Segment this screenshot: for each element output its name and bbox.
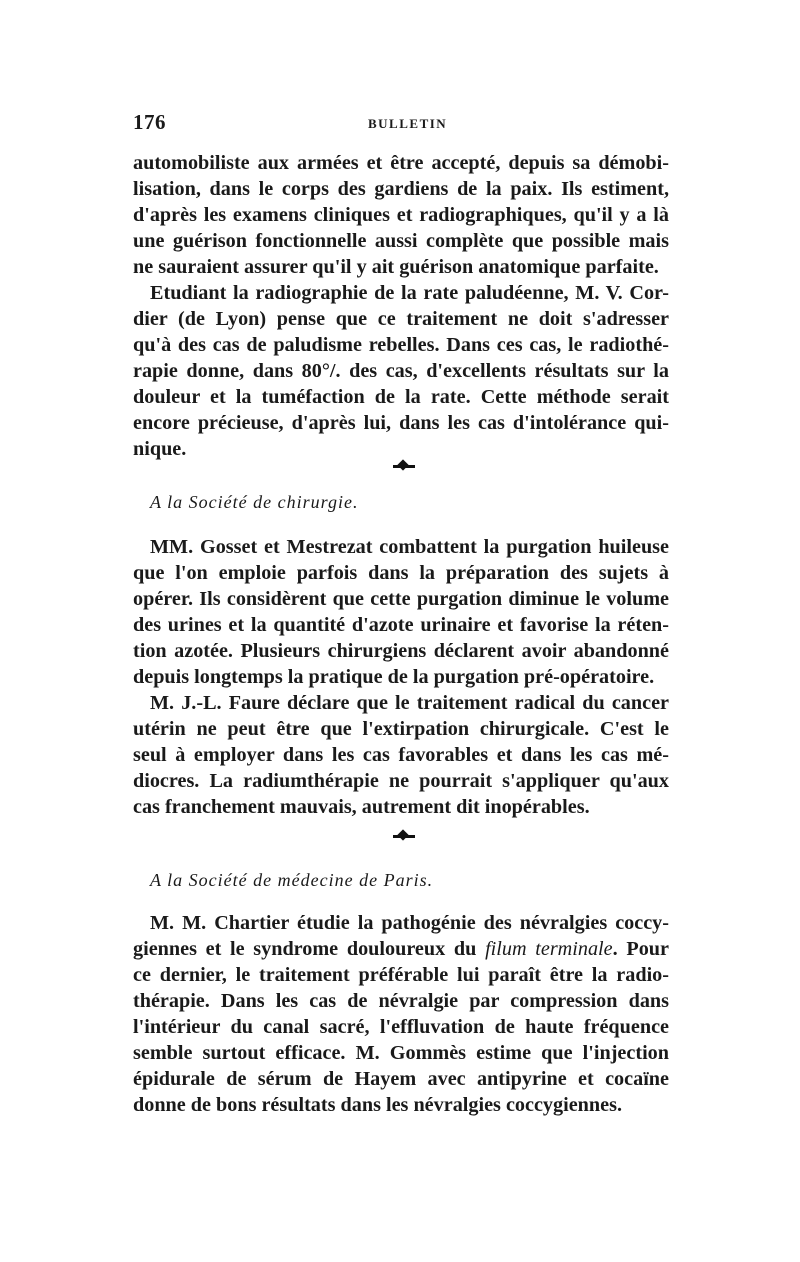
text-line: diocres. La radiumthérapie ne pourrait s'appliquer qu'aux [133, 770, 669, 792]
text-line: des urines et la quantité d'azote urinaire et favorise la réten- [133, 614, 669, 636]
journal-title: BULLETIN [368, 116, 448, 131]
section-divider-ornament [393, 828, 415, 844]
section-heading: A la Société de chirurgie. [150, 492, 359, 512]
text-line: cas franchement mauvais, autrement dit inopérables. [133, 796, 590, 818]
text-line: qu'à des cas de paludisme rebelles. Dans ces cas, le radiothé- [133, 334, 669, 356]
text-line: opérer. Ils considèrent que cette purgation diminue le volume [133, 588, 669, 610]
page-number: 176 [133, 110, 166, 134]
text-line: douleur et la tuméfaction de la rate. Cette méthode serait [133, 386, 669, 408]
text-line: rapie donne, dans 80°/. des cas, d'excellents résultats sur la [133, 360, 669, 382]
text-line: M. J.-L. Faure déclare que le traitement radical du cancer [150, 692, 669, 714]
text-line: l'intérieur du canal sacré, l'effluvation de haute fréquence [133, 1016, 669, 1038]
text-line: ne sauraient assurer qu'il y ait guérison anatomique parfaite. [133, 256, 659, 278]
text-line: d'après les examens cliniques et radiographiques, qu'il y a là [133, 204, 669, 226]
text-line: une guérison fonctionnelle aussi complète que possible mais [133, 230, 669, 252]
text-line: Etudiant la radiographie de la rate paludéenne, M. V. Cor- [150, 282, 669, 304]
text-line: giennes et le syndrome douloureux du filum terminale. Pour [133, 938, 669, 960]
text-line: donne de bons résultats dans les névralgies coccygiennes. [133, 1094, 623, 1116]
text-line: lisation, dans le corps des gardiens de la paix. Ils estiment, [133, 178, 669, 200]
section-heading: A la Société de médecine de Paris. [150, 870, 434, 890]
text-line: M. M. Chartier étudie la pathogénie des névralgies coccy- [150, 912, 669, 934]
text-line: seul à employer dans les cas favorables et dans les cas mé- [133, 744, 669, 766]
text-line: MM. Gosset et Mestrezat combattent la purgation huileuse [150, 536, 669, 558]
text-line: semble surtout efficace. M. Gommès estime que l'injection [133, 1042, 669, 1064]
text-line: depuis longtemps la pratique de la purgation pré-opératoire. [133, 666, 655, 688]
text-line: utérin ne peut être que l'extirpation chirurgicale. C'est le [133, 718, 669, 740]
text-line: nique. [133, 438, 187, 460]
text-line: épidurale de sérum de Hayem avec antipyrine et cocaïne [133, 1068, 669, 1090]
running-head [133, 110, 673, 134]
text-line: encore précieuse, d'après lui, dans les cas d'intolérance qui- [133, 412, 669, 434]
text-line: tion azotée. Plusieurs chirurgiens déclarent avoir abandonné [133, 640, 669, 662]
text-line: ce dernier, le traitement préférable lui paraît être la radio- [133, 964, 669, 986]
text-line: thérapie. Dans les cas de névralgie par compression dans [133, 990, 669, 1012]
italic-term: filum terminale [485, 938, 613, 960]
text-line: que l'on emploie parfois dans la préparation des sujets à [133, 562, 669, 584]
text-line: automobiliste aux armées et être accepté, depuis sa démobi- [133, 152, 669, 174]
text-line: dier (de Lyon) pense que ce traitement ne doit s'adresser [133, 308, 669, 330]
section-divider-ornament [393, 458, 415, 474]
